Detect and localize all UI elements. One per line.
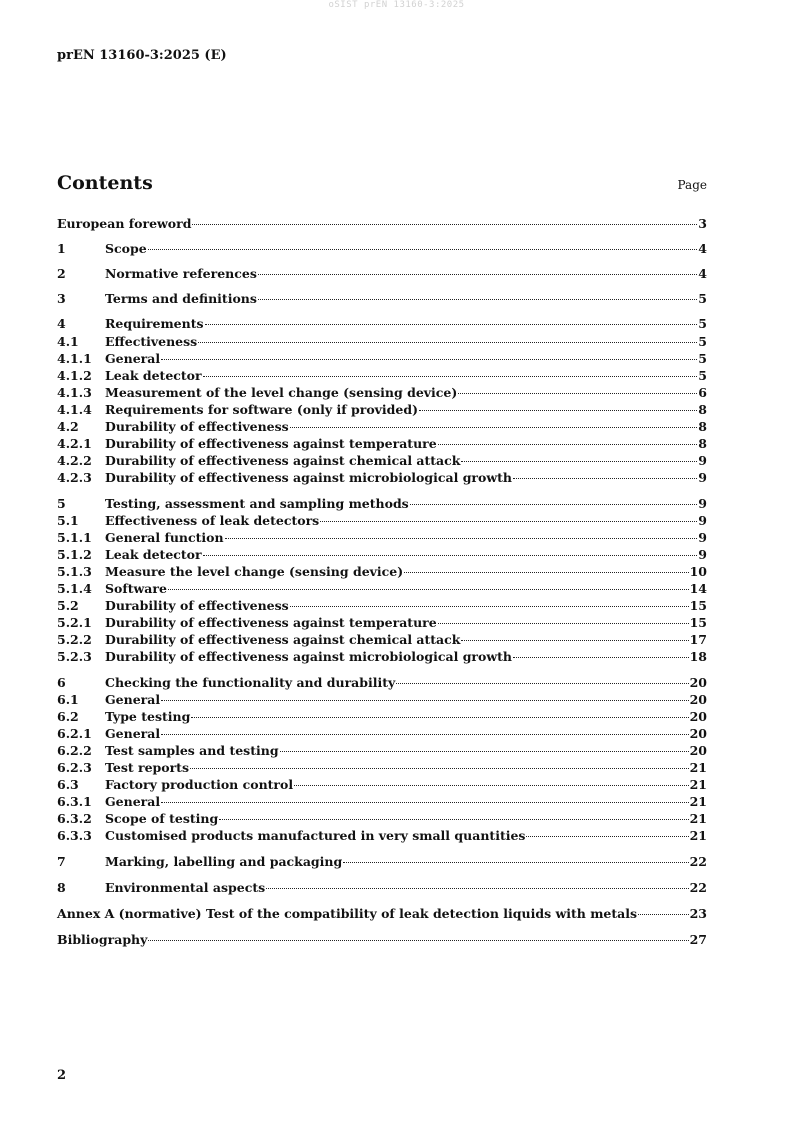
toc-entry[interactable] bbox=[57, 932, 707, 948]
toc-entry-page: 14 bbox=[689, 581, 707, 596]
toc-entry-title: General bbox=[105, 794, 161, 809]
toc-entry[interactable] bbox=[57, 316, 707, 332]
toc-entry-number: 4.2 bbox=[57, 419, 79, 434]
toc-entry-number: 4.2.2 bbox=[57, 453, 92, 468]
dot-leader bbox=[410, 493, 698, 505]
toc-entry-page: 3 bbox=[698, 216, 707, 231]
toc-entry-page: 9 bbox=[698, 453, 707, 468]
toc-entry-title: General bbox=[105, 692, 161, 707]
toc-entry-page: 20 bbox=[689, 726, 707, 741]
toc-entry-title: Environmental aspects bbox=[105, 880, 266, 895]
toc-entry-number: 4.1.4 bbox=[57, 402, 92, 417]
dot-leader bbox=[191, 706, 688, 718]
dot-leader bbox=[148, 929, 688, 941]
toc-entry[interactable] bbox=[57, 291, 707, 307]
toc-entry-page: 20 bbox=[689, 743, 707, 758]
toc-entry-number: 4.2.3 bbox=[57, 470, 92, 485]
dot-leader bbox=[526, 825, 688, 837]
page-column-label: Page bbox=[677, 178, 707, 192]
toc-entry-number: 4.1 bbox=[57, 334, 79, 349]
toc-entry-number: 6.1 bbox=[57, 692, 79, 707]
toc-entry-number: 5.2.1 bbox=[57, 615, 92, 630]
dot-leader bbox=[396, 672, 688, 684]
toc-entry-number: 5.1.3 bbox=[57, 564, 92, 579]
toc-entry-number: 6.3.1 bbox=[57, 794, 92, 809]
toc-entry-number: 5.2.2 bbox=[57, 632, 92, 647]
toc-entry-number: 5 bbox=[57, 496, 66, 511]
toc-entry-page: 9 bbox=[698, 470, 707, 485]
toc-entry-title: Durability of effectiveness against microbiological growth bbox=[105, 470, 512, 485]
toc-entry-number: 4 bbox=[57, 316, 66, 331]
toc-entry-number: 6.2.2 bbox=[57, 743, 92, 758]
toc-entry-title: Bibliography bbox=[57, 932, 148, 947]
toc-entry-title: Durability of effectiveness against temperature bbox=[105, 436, 437, 451]
dot-leader bbox=[513, 646, 689, 658]
toc-entry-page: 21 bbox=[689, 760, 707, 775]
dot-leader bbox=[258, 263, 697, 275]
toc-entry-page: 18 bbox=[689, 649, 707, 664]
toc-entry-title: European foreword bbox=[57, 216, 192, 231]
toc-entry-title: Test samples and testing bbox=[105, 743, 279, 758]
toc-entry-number: 5.1.4 bbox=[57, 581, 92, 596]
toc-entry[interactable] bbox=[57, 266, 707, 282]
toc-entry-number: 6.2.1 bbox=[57, 726, 92, 741]
toc-entry-number: 5.1 bbox=[57, 513, 79, 528]
dot-leader bbox=[320, 510, 697, 522]
toc-entry-page: 5 bbox=[698, 316, 707, 331]
toc-entry[interactable] bbox=[57, 880, 707, 896]
toc-entry-page: 8 bbox=[698, 419, 707, 434]
toc-entry-title: Annex A (normative) Test of the compatibility of leak detection liquids with metals bbox=[57, 906, 638, 921]
toc-entry-title: Test reports bbox=[105, 760, 189, 775]
toc-entry-page: 8 bbox=[698, 402, 707, 417]
toc-entry[interactable] bbox=[57, 649, 707, 665]
toc-entry-number: 4.1.1 bbox=[57, 351, 92, 366]
dot-leader bbox=[203, 544, 698, 556]
toc-entry-number: 5.1.2 bbox=[57, 547, 92, 562]
toc-entry-number: 7 bbox=[57, 854, 66, 869]
page-number: 2 bbox=[57, 1068, 67, 1083]
toc-entry-number: 5.1.1 bbox=[57, 530, 92, 545]
toc-entry-title: Scope bbox=[105, 241, 147, 256]
dot-leader bbox=[258, 288, 697, 300]
dot-leader bbox=[461, 450, 697, 462]
toc-entry[interactable] bbox=[57, 828, 707, 844]
toc-entry-page: 9 bbox=[698, 496, 707, 511]
toc-entry-page: 15 bbox=[689, 598, 707, 613]
dot-leader bbox=[638, 903, 689, 915]
toc-entry-title: Requirements bbox=[105, 316, 204, 331]
dot-leader bbox=[198, 331, 697, 343]
toc-entry-title: Effectiveness bbox=[105, 334, 198, 349]
toc-entry-page: 9 bbox=[698, 547, 707, 562]
toc-entry-page: 5 bbox=[698, 351, 707, 366]
contents-title: Contents bbox=[57, 172, 153, 194]
toc-entry-title: Requirements for software (only if provided) bbox=[105, 402, 419, 417]
toc-entry-page: 17 bbox=[689, 632, 707, 647]
toc-entry-number: 4.1.2 bbox=[57, 368, 92, 383]
dot-leader bbox=[438, 612, 689, 624]
toc-entry-title: Effectiveness of leak detectors bbox=[105, 513, 320, 528]
toc-entry-number: 5.2 bbox=[57, 598, 79, 613]
toc-entry-title: Checking the functionality and durability bbox=[105, 675, 396, 690]
toc-entry[interactable] bbox=[57, 241, 707, 257]
toc-entry-page: 22 bbox=[689, 880, 707, 895]
toc-entry-title: Marking, labelling and packaging bbox=[105, 854, 343, 869]
toc-entry-page: 4 bbox=[698, 241, 707, 256]
toc-entry-page: 21 bbox=[689, 811, 707, 826]
toc-entry-page: 27 bbox=[689, 932, 707, 947]
dot-leader bbox=[438, 433, 698, 445]
toc-entry[interactable] bbox=[57, 854, 707, 870]
toc-entry-title: Customised products manufactured in very small quantities bbox=[105, 828, 526, 843]
toc-entry-title: Testing, assessment and sampling methods bbox=[105, 496, 409, 511]
toc-entry-page: 5 bbox=[698, 291, 707, 306]
toc-entry-page: 5 bbox=[698, 334, 707, 349]
toc-entry-number: 6 bbox=[57, 675, 66, 690]
dot-leader bbox=[404, 561, 688, 573]
toc-entry-page: 15 bbox=[689, 615, 707, 630]
watermark: oSIST prEN 13160-3:2025 bbox=[328, 0, 465, 10]
toc-entry-title: Software bbox=[105, 581, 167, 596]
toc-entry-number: 4.1.3 bbox=[57, 385, 92, 400]
toc-entry-title: Scope of testing bbox=[105, 811, 219, 826]
toc-entry[interactable] bbox=[57, 470, 707, 486]
toc-entry-title: General function bbox=[105, 530, 224, 545]
toc-entry-page: 10 bbox=[689, 564, 707, 579]
toc-entry-page: 20 bbox=[689, 692, 707, 707]
toc-entry-number: 1 bbox=[57, 241, 66, 256]
document-id: prEN 13160-3:2025 (E) bbox=[57, 48, 227, 63]
dot-leader bbox=[294, 774, 688, 786]
dot-leader bbox=[419, 399, 697, 411]
dot-leader bbox=[290, 416, 698, 428]
dot-leader bbox=[168, 578, 689, 590]
toc-entry-page: 20 bbox=[689, 709, 707, 724]
toc-entry-title: Durability of effectiveness against chemical attack bbox=[105, 632, 461, 647]
toc-entry-number: 6.2 bbox=[57, 709, 79, 724]
dot-leader bbox=[266, 877, 688, 889]
toc-entry-number: 4.2.1 bbox=[57, 436, 92, 451]
toc-entry-page: 20 bbox=[689, 675, 707, 690]
toc-entry-title: Leak detector bbox=[105, 368, 202, 383]
dot-leader bbox=[225, 527, 698, 539]
dot-leader bbox=[161, 689, 688, 701]
toc-entry-page: 9 bbox=[698, 513, 707, 528]
toc-entry-title: Durability of effectiveness bbox=[105, 598, 289, 613]
toc-entry-page: 6 bbox=[698, 385, 707, 400]
toc-entry-title: Terms and definitions bbox=[105, 291, 257, 306]
dot-leader bbox=[190, 757, 689, 769]
toc-entry-title: Durability of effectiveness bbox=[105, 419, 289, 434]
toc-entry-page: 5 bbox=[698, 368, 707, 383]
toc-entry-page: 9 bbox=[698, 530, 707, 545]
toc-entry[interactable] bbox=[57, 216, 707, 232]
toc-entry-number: 2 bbox=[57, 266, 66, 281]
toc-entry-title: Durability of effectiveness against temperature bbox=[105, 615, 437, 630]
toc-entry-number: 6.3 bbox=[57, 777, 79, 792]
dot-leader bbox=[192, 213, 697, 225]
toc-entry-title: General bbox=[105, 726, 161, 741]
dot-leader bbox=[343, 851, 688, 863]
toc-entry-title: Type testing bbox=[105, 709, 191, 724]
dot-leader bbox=[203, 365, 698, 377]
dot-leader bbox=[458, 382, 697, 394]
toc-entry-page: 21 bbox=[689, 828, 707, 843]
dot-leader bbox=[513, 467, 697, 479]
toc-entry-title: General bbox=[105, 351, 161, 366]
dot-leader bbox=[219, 808, 688, 820]
toc-entry-number: 6.2.3 bbox=[57, 760, 92, 775]
toc-entry-title: Measure the level change (sensing device) bbox=[105, 564, 404, 579]
toc-entry-page: 21 bbox=[689, 777, 707, 792]
toc-entry-title: Durability of effectiveness against microbiological growth bbox=[105, 649, 512, 664]
dot-leader bbox=[161, 723, 688, 735]
toc-entry-title: Normative references bbox=[105, 266, 257, 281]
dot-leader bbox=[280, 740, 689, 752]
dot-leader bbox=[290, 595, 689, 607]
dot-leader bbox=[161, 791, 688, 803]
toc-entry-number: 6.3.2 bbox=[57, 811, 92, 826]
toc-entry-page: 4 bbox=[698, 266, 707, 281]
dot-leader bbox=[461, 629, 688, 641]
toc-entry-page: 23 bbox=[689, 906, 707, 921]
contents-header bbox=[57, 172, 707, 194]
toc-entry-page: 8 bbox=[698, 436, 707, 451]
toc-entry-number: 6.3.3 bbox=[57, 828, 92, 843]
toc-entry-number: 3 bbox=[57, 291, 66, 306]
toc-entry[interactable] bbox=[57, 906, 707, 922]
toc-entry-page: 21 bbox=[689, 794, 707, 809]
dot-leader bbox=[205, 313, 698, 325]
dot-leader bbox=[148, 238, 698, 250]
toc-entry-number: 8 bbox=[57, 880, 66, 895]
dot-leader bbox=[161, 348, 697, 360]
toc-entry-title: Factory production control bbox=[105, 777, 294, 792]
toc-entry-title: Measurement of the level change (sensing device) bbox=[105, 385, 458, 400]
toc-entry-title: Leak detector bbox=[105, 547, 202, 562]
toc-entry-title: Durability of effectiveness against chemical attack bbox=[105, 453, 461, 468]
toc-entry-number: 5.2.3 bbox=[57, 649, 92, 664]
toc-entry-page: 22 bbox=[689, 854, 707, 869]
